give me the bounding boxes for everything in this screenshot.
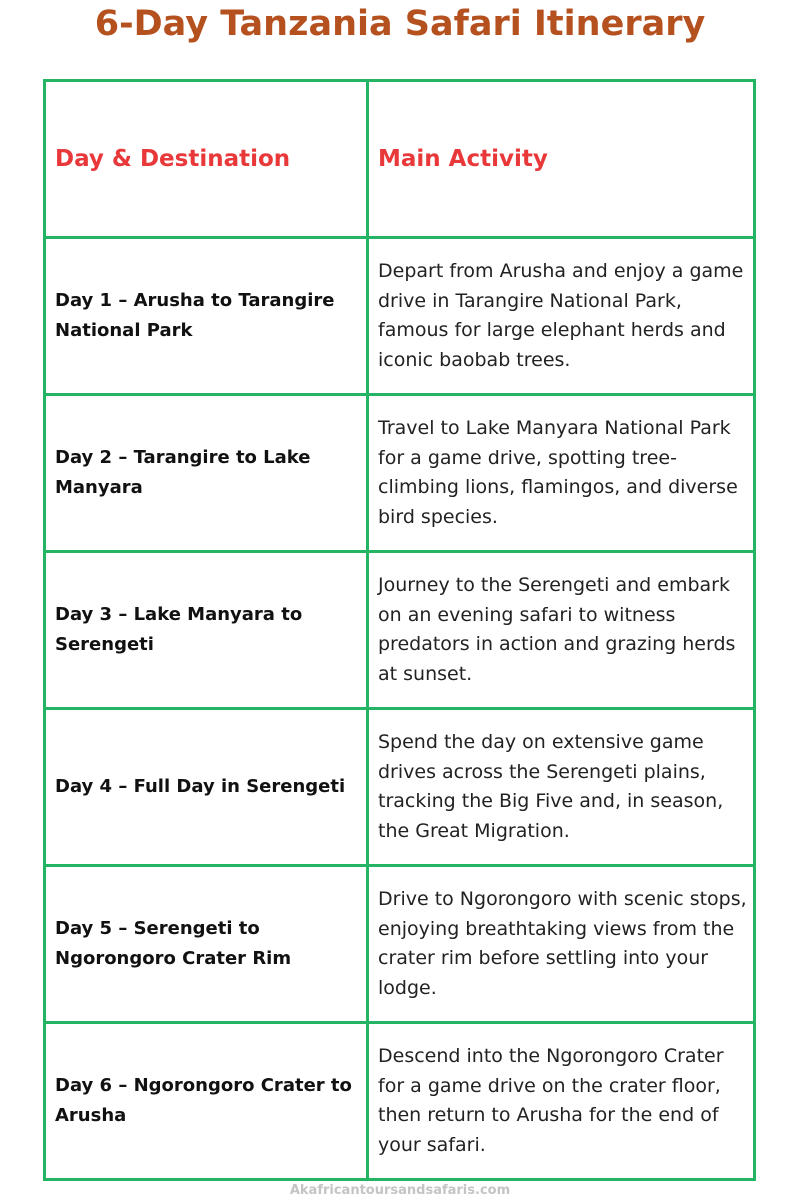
- table-row: [45, 866, 755, 1023]
- table-row: [45, 395, 755, 552]
- main-activity-cell: Drive to Ngorongoro with scenic stops, enjoying breathtaking views from the crater rim before settling into your lodge.: [368, 866, 755, 1023]
- table-row: [45, 238, 755, 395]
- day-destination-cell: Day 3 – Lake Manyara to Serengeti: [45, 552, 368, 709]
- main-activity-cell: Travel to Lake Manyara National Park for a game drive, spotting tree-climbing lions, flamingos, and diverse bird species.: [368, 395, 755, 552]
- day-destination-cell: Day 6 – Ngorongoro Crater to Arusha: [45, 1023, 368, 1180]
- main-activity-cell: Journey to the Serengeti and embark on an evening safari to witness predators in action and grazing herds at sunset.: [368, 552, 755, 709]
- itinerary-table: [43, 79, 756, 1181]
- day-destination-cell: Day 4 – Full Day in Serengeti: [45, 709, 368, 866]
- table-row: [45, 1023, 755, 1180]
- website-watermark: Akafricantoursandsafaris.com: [289, 1183, 511, 1198]
- main-activity-cell: Depart from Arusha and enjoy a game drive in Tarangire National Park, famous for large elephant herds and iconic baobab trees.: [368, 238, 755, 395]
- page-title: 6-Day Tanzania Safari Itinerary: [94, 4, 706, 44]
- header-day-destination: Day & Destination: [45, 81, 368, 238]
- day-destination-cell: Day 5 – Serengeti to Ngorongoro Crater Rim: [45, 866, 368, 1023]
- main-activity-cell: Descend into the Ngorongoro Crater for a game drive on the crater floor, then return to Arusha for the end of your safari.: [368, 1023, 755, 1180]
- day-destination-cell: Day 2 – Tarangire to Lake Manyara: [45, 395, 368, 552]
- main-activity-cell: Spend the day on extensive game drives across the Serengeti plains, tracking the Big Five and, in season, the Great Migration.: [368, 709, 755, 866]
- header-main-activity: Main Activity: [368, 81, 755, 238]
- day-destination-cell: Day 1 – Arusha to Tarangire National Park: [45, 238, 368, 395]
- table-row: [45, 552, 755, 709]
- table-header-row: [45, 81, 755, 238]
- table-row: [45, 709, 755, 866]
